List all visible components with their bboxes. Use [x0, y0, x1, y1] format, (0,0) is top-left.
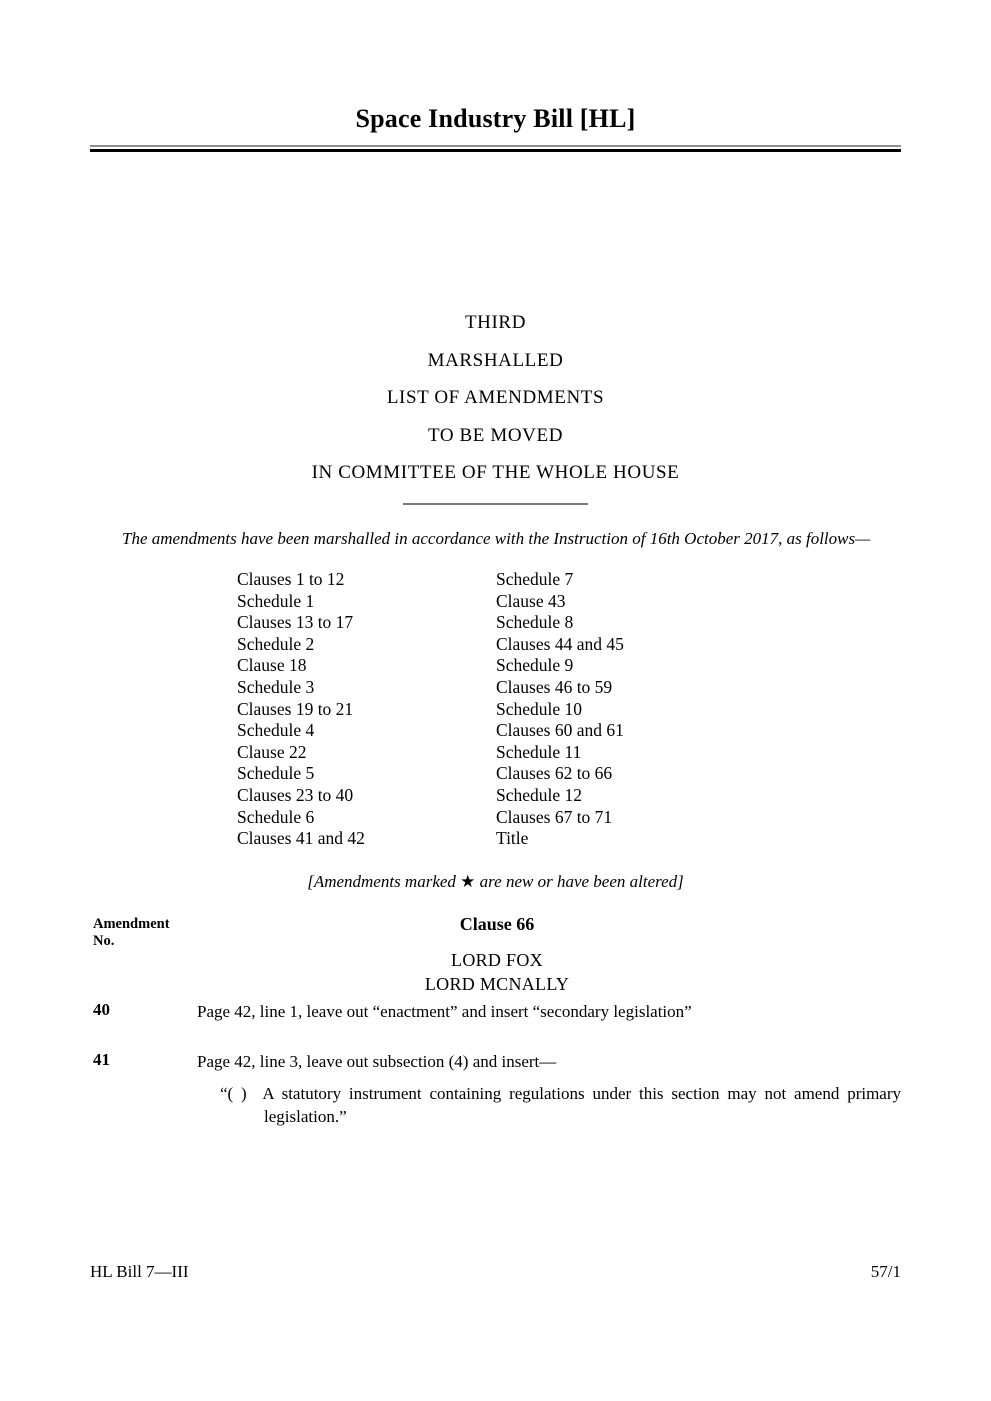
contents-right-column: [496, 569, 756, 850]
sponsor-list: [197, 949, 797, 996]
list-item: Schedule 9: [496, 655, 574, 676]
list-item: Title: [496, 828, 529, 849]
list-item: Clauses 67 to 71: [496, 806, 613, 827]
list-item: Schedule 7: [496, 569, 574, 589]
star-note-before: [Amendments marked: [307, 872, 461, 891]
heading-line-2: MARSHALLED: [427, 349, 564, 371]
amendment-body: [197, 1050, 901, 1128]
amendment-text: Page 42, line 1, leave out “enactment” and insert “secondary legislation”: [197, 1002, 692, 1021]
list-item: Schedule 12: [496, 784, 583, 805]
list-item: Schedule 8: [496, 612, 574, 633]
list-item: Schedule 4: [237, 720, 315, 741]
instruction-paragraph: The amendments have been marshalled in accordance with the Instruction of 16th October 2017, as follows—: [122, 529, 871, 548]
list-item: Clauses 13 to 17: [237, 612, 354, 633]
amendment-quoted-insert: [220, 1082, 901, 1128]
footer-bill-reference: HL Bill 7—III: [90, 1262, 189, 1281]
list-item: Clauses 1 to 12: [237, 569, 345, 589]
star-note-after: are new or have been altered]: [475, 872, 684, 891]
quoted-text: A statutory instrument containing regulations under this section may not amend primary legislation.”: [262, 1084, 902, 1126]
heading-block: [90, 304, 901, 492]
heading-line-4: TO BE MOVED: [427, 424, 564, 446]
star-note: [90, 872, 901, 892]
heading-line-3: LIST OF AMENDMENTS: [386, 387, 605, 408]
list-item: Schedule 11: [496, 741, 582, 762]
list-item: Schedule 6: [237, 806, 315, 827]
amendment-number: 41: [93, 1050, 110, 1069]
list-item: Schedule 5: [237, 763, 315, 784]
list-item: Clauses 62 to 66: [496, 763, 613, 784]
heading-line-1: THIRD: [464, 312, 527, 333]
star-icon: ★: [460, 872, 476, 891]
sponsor-name: LORD FOX: [451, 950, 543, 970]
page-title: Space Industry Bill [HL]: [355, 104, 636, 133]
clause-heading: Clause 66: [459, 914, 535, 934]
footer-page-number: 57/1: [870, 1262, 901, 1281]
title-double-rule: [90, 145, 901, 152]
list-item: Clause 43: [496, 590, 566, 611]
section-divider: [403, 503, 588, 505]
amendment-label-line-1: Amendment: [93, 916, 170, 932]
amendment-text: Page 42, line 3, leave out subsection (4) and insert—: [197, 1052, 557, 1071]
list-item: Clause 22: [237, 741, 307, 762]
sponsor-name: LORD MCNALLY: [424, 973, 570, 994]
contents-left-column: [237, 569, 487, 850]
amendment-number: 40: [93, 1000, 110, 1019]
list-item: Schedule 10: [496, 698, 583, 719]
list-item: Clauses 46 to 59: [496, 676, 613, 697]
amendment-label-line-2: No.: [93, 933, 115, 949]
rule-thick: [90, 149, 901, 152]
amendment-entry-40: [90, 1000, 901, 1023]
list-item: Clauses 19 to 21: [237, 698, 354, 719]
heading-line-5: IN COMMITTEE OF THE WHOLE HOUSE: [311, 462, 680, 483]
list-item: Schedule 3: [237, 676, 315, 697]
list-item: Clauses 44 and 45: [496, 633, 624, 654]
list-item: Clauses 41 and 42: [237, 828, 365, 849]
quoted-subsection-marker: “( ): [220, 1084, 247, 1103]
list-item: Schedule 1: [237, 590, 315, 611]
amendment-body: [197, 1000, 901, 1023]
list-item: Schedule 2: [237, 633, 315, 654]
list-item: Clause 18: [237, 655, 307, 676]
amendment-number-column-label: [93, 916, 213, 950]
list-item: Clauses 23 to 40: [237, 784, 354, 805]
list-item: Clauses 60 and 61: [496, 720, 624, 741]
amendment-entry-41: [90, 1050, 901, 1128]
rule-thin: [90, 145, 901, 147]
